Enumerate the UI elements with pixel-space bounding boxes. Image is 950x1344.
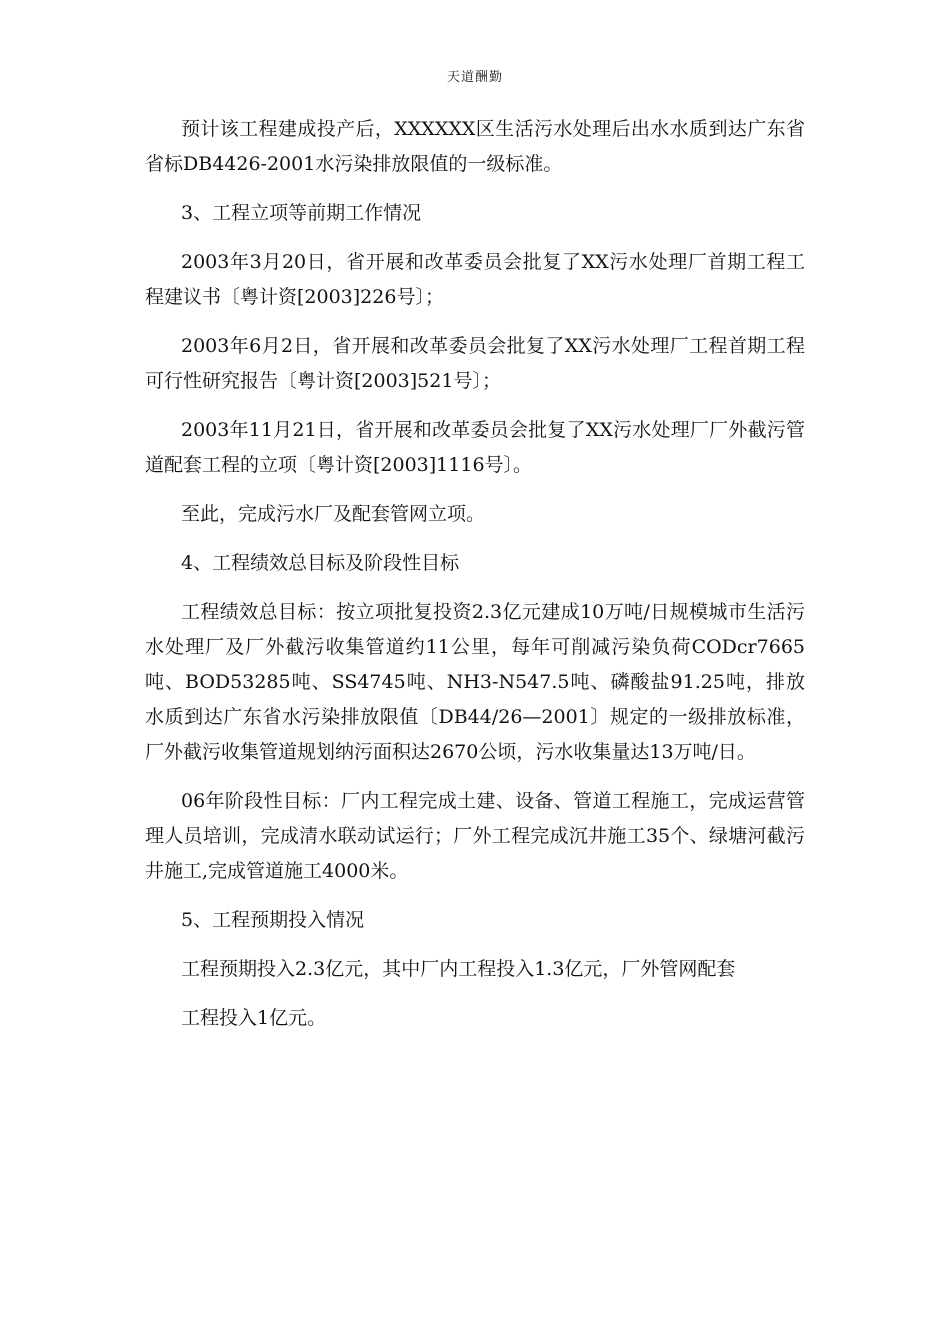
page-header: 天道酬勤: [446, 70, 503, 85]
paragraph-investment: 工程预期投入2.3亿元，其中厂内工程投入1.3亿元，厂外管网配套: [181, 958, 736, 980]
document-body: [145, 112, 805, 1036]
paragraph-stage-goal: 06年阶段性目标：厂内工程完成土建、设备、管道工程施工，完成运营管理人员培训，完成清水联动试运行；厂外工程完成沉井施工35个、绿塘河截污井施工,完成管道施工4000米。: [145, 790, 805, 882]
section-heading-5: 5、工程预期投入情况: [181, 909, 365, 931]
paragraph-expected-outcome: 预计该工程建成投产后，XXXXXX区生活污水处理后出水水质到达广东省省标DB4426-2001水污染排放限值的一级标准。: [145, 118, 805, 175]
paragraph-overall-goal: 工程绩效总目标：按立项批复投资2.3亿元建成10万吨/日规模城市生活污水处理厂及厂外截污收集管道约11公里，每年可削减污染负荷CODcr7665吨、BOD53285吨、SS4745吨、NH3-N547.5吨、磷酸盐91.25吨，排放水质到达广东省水污染排放限值〔DB44/26—2001〕规定的一级排放标准，厂外截污收集管道规划纳污面积达2670公顷，污水收集量达13万吨/日。: [145, 601, 805, 763]
section-heading-4: 4、工程绩效总目标及阶段性目标: [181, 552, 460, 574]
paragraph-approval-2: 2003年6月2日，省开展和改革委员会批复了XX污水处理厂工程首期工程可行性研究报告〔粤计资[2003]521号〕；: [145, 335, 805, 392]
paragraph-approval-3: 2003年11月21日，省开展和改革委员会批复了XX污水处理厂厂外截污管道配套工程的立项〔粤计资[2003]1116号〕。: [145, 419, 805, 476]
paragraph-approval-summary: 至此，完成污水厂及配套管网立项。: [181, 503, 486, 525]
paragraph-approval-1: 2003年3月20日，省开展和改革委员会批复了XX污水处理厂首期工程工程建议书〔粤计资[2003]226号〕；: [145, 251, 805, 308]
section-heading-3: 3、工程立项等前期工作情况: [181, 202, 422, 224]
paragraph-investment-continued: 工程投入1亿元。: [181, 1007, 327, 1029]
